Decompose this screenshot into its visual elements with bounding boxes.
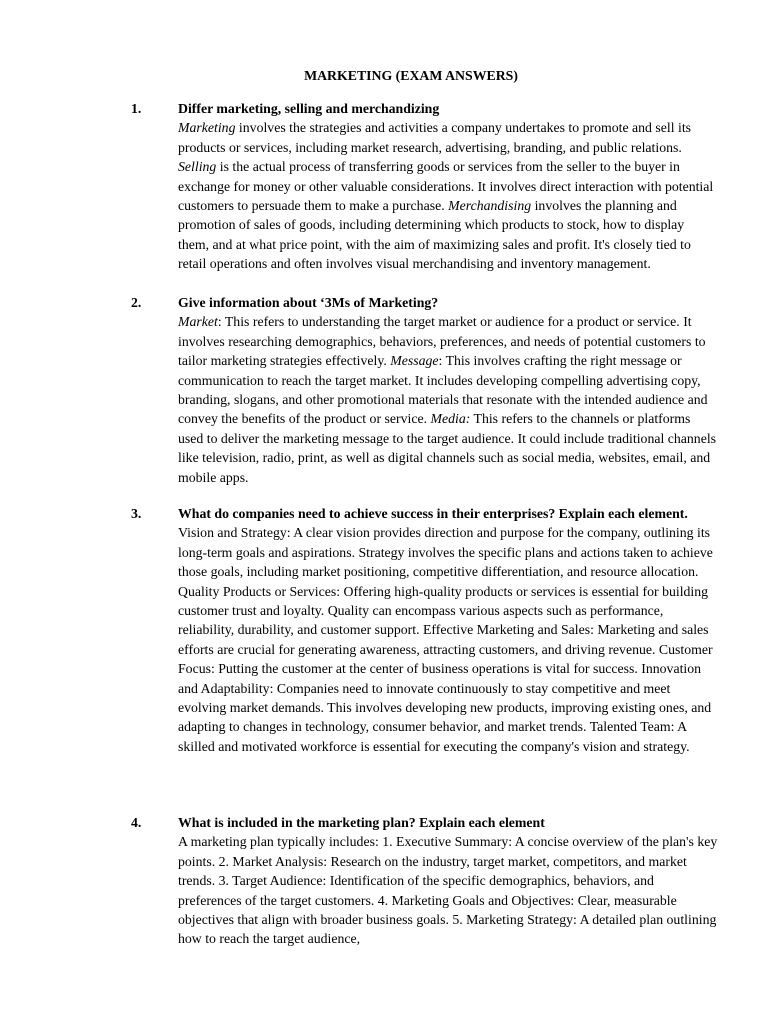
answer-segment: involves the strategies and activities a company undertakes to promote and sell its products or services, including market research, advertising, branding, and public relations. [178, 120, 692, 155]
answer-text: A marketing plan typically includes: 1. Executive Summary: A concise overview of the plan's key points. 2. Market Analysis: Research on the industry, target market, competitors, and market trends. 3. Target Audience: Identification of the specific demographics, behaviors, and preferences of the target customers. 4. Marketing Goals and Objectives: Clear, measurable objectives that align with broader business goals. 5. Marketing Strategy: A detailed plan outlining how to reach the target audience, [178, 834, 718, 947]
qa-item-1 [0, 99, 768, 274]
qa-item-2 [0, 293, 768, 487]
qa-item-3 [0, 504, 768, 756]
answer-text [178, 118, 718, 273]
item-number: 3. [131, 506, 142, 521]
answer-text [178, 312, 718, 487]
question-text: Differ marketing, selling and merchandizing [178, 101, 440, 116]
item-number: 4. [131, 815, 142, 830]
question-text: What do companies need to achieve success in their enterprises? Explain each element. [178, 506, 688, 521]
qa-item-4 [0, 813, 768, 949]
term-media: Media: [430, 411, 471, 427]
answer-segment: involves the planning and promotion of sales of goods, including determining which products to stock, how to display them, and at what price point, with the aim of maximizing sales and profit. It's closely tied to retail operations and often involves visual merchandising and inventory management. [178, 198, 691, 272]
term-market: Market [178, 314, 218, 330]
item-number: 1. [131, 101, 142, 116]
answer-segment: This refers to the channels or platforms used to deliver the marketing message to the target audience. It could include traditional channels like television, radio, print, as well as digital channels such as social media, websites, email, and mobile apps. [178, 411, 717, 485]
answer-text: Vision and Strategy: A clear vision provides direction and purpose for the company, outlining its long-term goals and aspirations. Strategy involves the specific plans and actions taken to achieve those goals, including market positioning, competitive differentiation, and resource allocation. Quality Products or Services: Offering high-quality products or services is essential for building customer trust and loyalty. Quality can encompass various aspects such as performance, reliability, durability, and customer support. Effective Marketing and Sales: Marketing and sales efforts are crucial for generating awareness, attracting customers, and driving revenue. Customer Focus: Putting the customer at the center of business operations is vital for success. Innovation and Adaptability: Companies need to innovate continuously to stay competitive and meet evolving market demands. This involves developing new products, improving existing ones, and adapting to changes in technology, consumer behavior, and market trends. Talented Team: A skilled and motivated workforce is essential for executing the company's vision and strategy. [178, 525, 713, 754]
question-text: What is included in the marketing plan? Explain each element [178, 815, 545, 830]
term-selling: Selling [178, 159, 217, 175]
term-marketing: Marketing [178, 120, 236, 136]
item-number: 2. [131, 295, 142, 310]
answer-segment: is the actual process of transferring goods or services from the seller to the buyer in exchange for money or other valuable considerations. It involves direct interaction with potential customers to persuade them to make a purchase. [178, 159, 714, 214]
term-message: Message [390, 353, 439, 369]
term-merchandising: Merchandising [448, 198, 532, 214]
answer-segment: : This involves crafting the right message or communication to reach the target market. It includes developing compelling advertising copy, branding, slogans, and other promotional materials that resonate with the intended audience and convey the benefits of the product or service. [178, 353, 708, 427]
document-title: MARKETING (EXAM ANSWERS) [304, 68, 518, 83]
question-text: Give information about ‘3Ms of Marketing? [178, 295, 439, 310]
answer-segment: : This refers to understanding the target market or audience for a product or service. It involves researching demographics, behaviors, preferences, and needs of potential customers to tailor marketing strategies effectively. [178, 314, 706, 369]
